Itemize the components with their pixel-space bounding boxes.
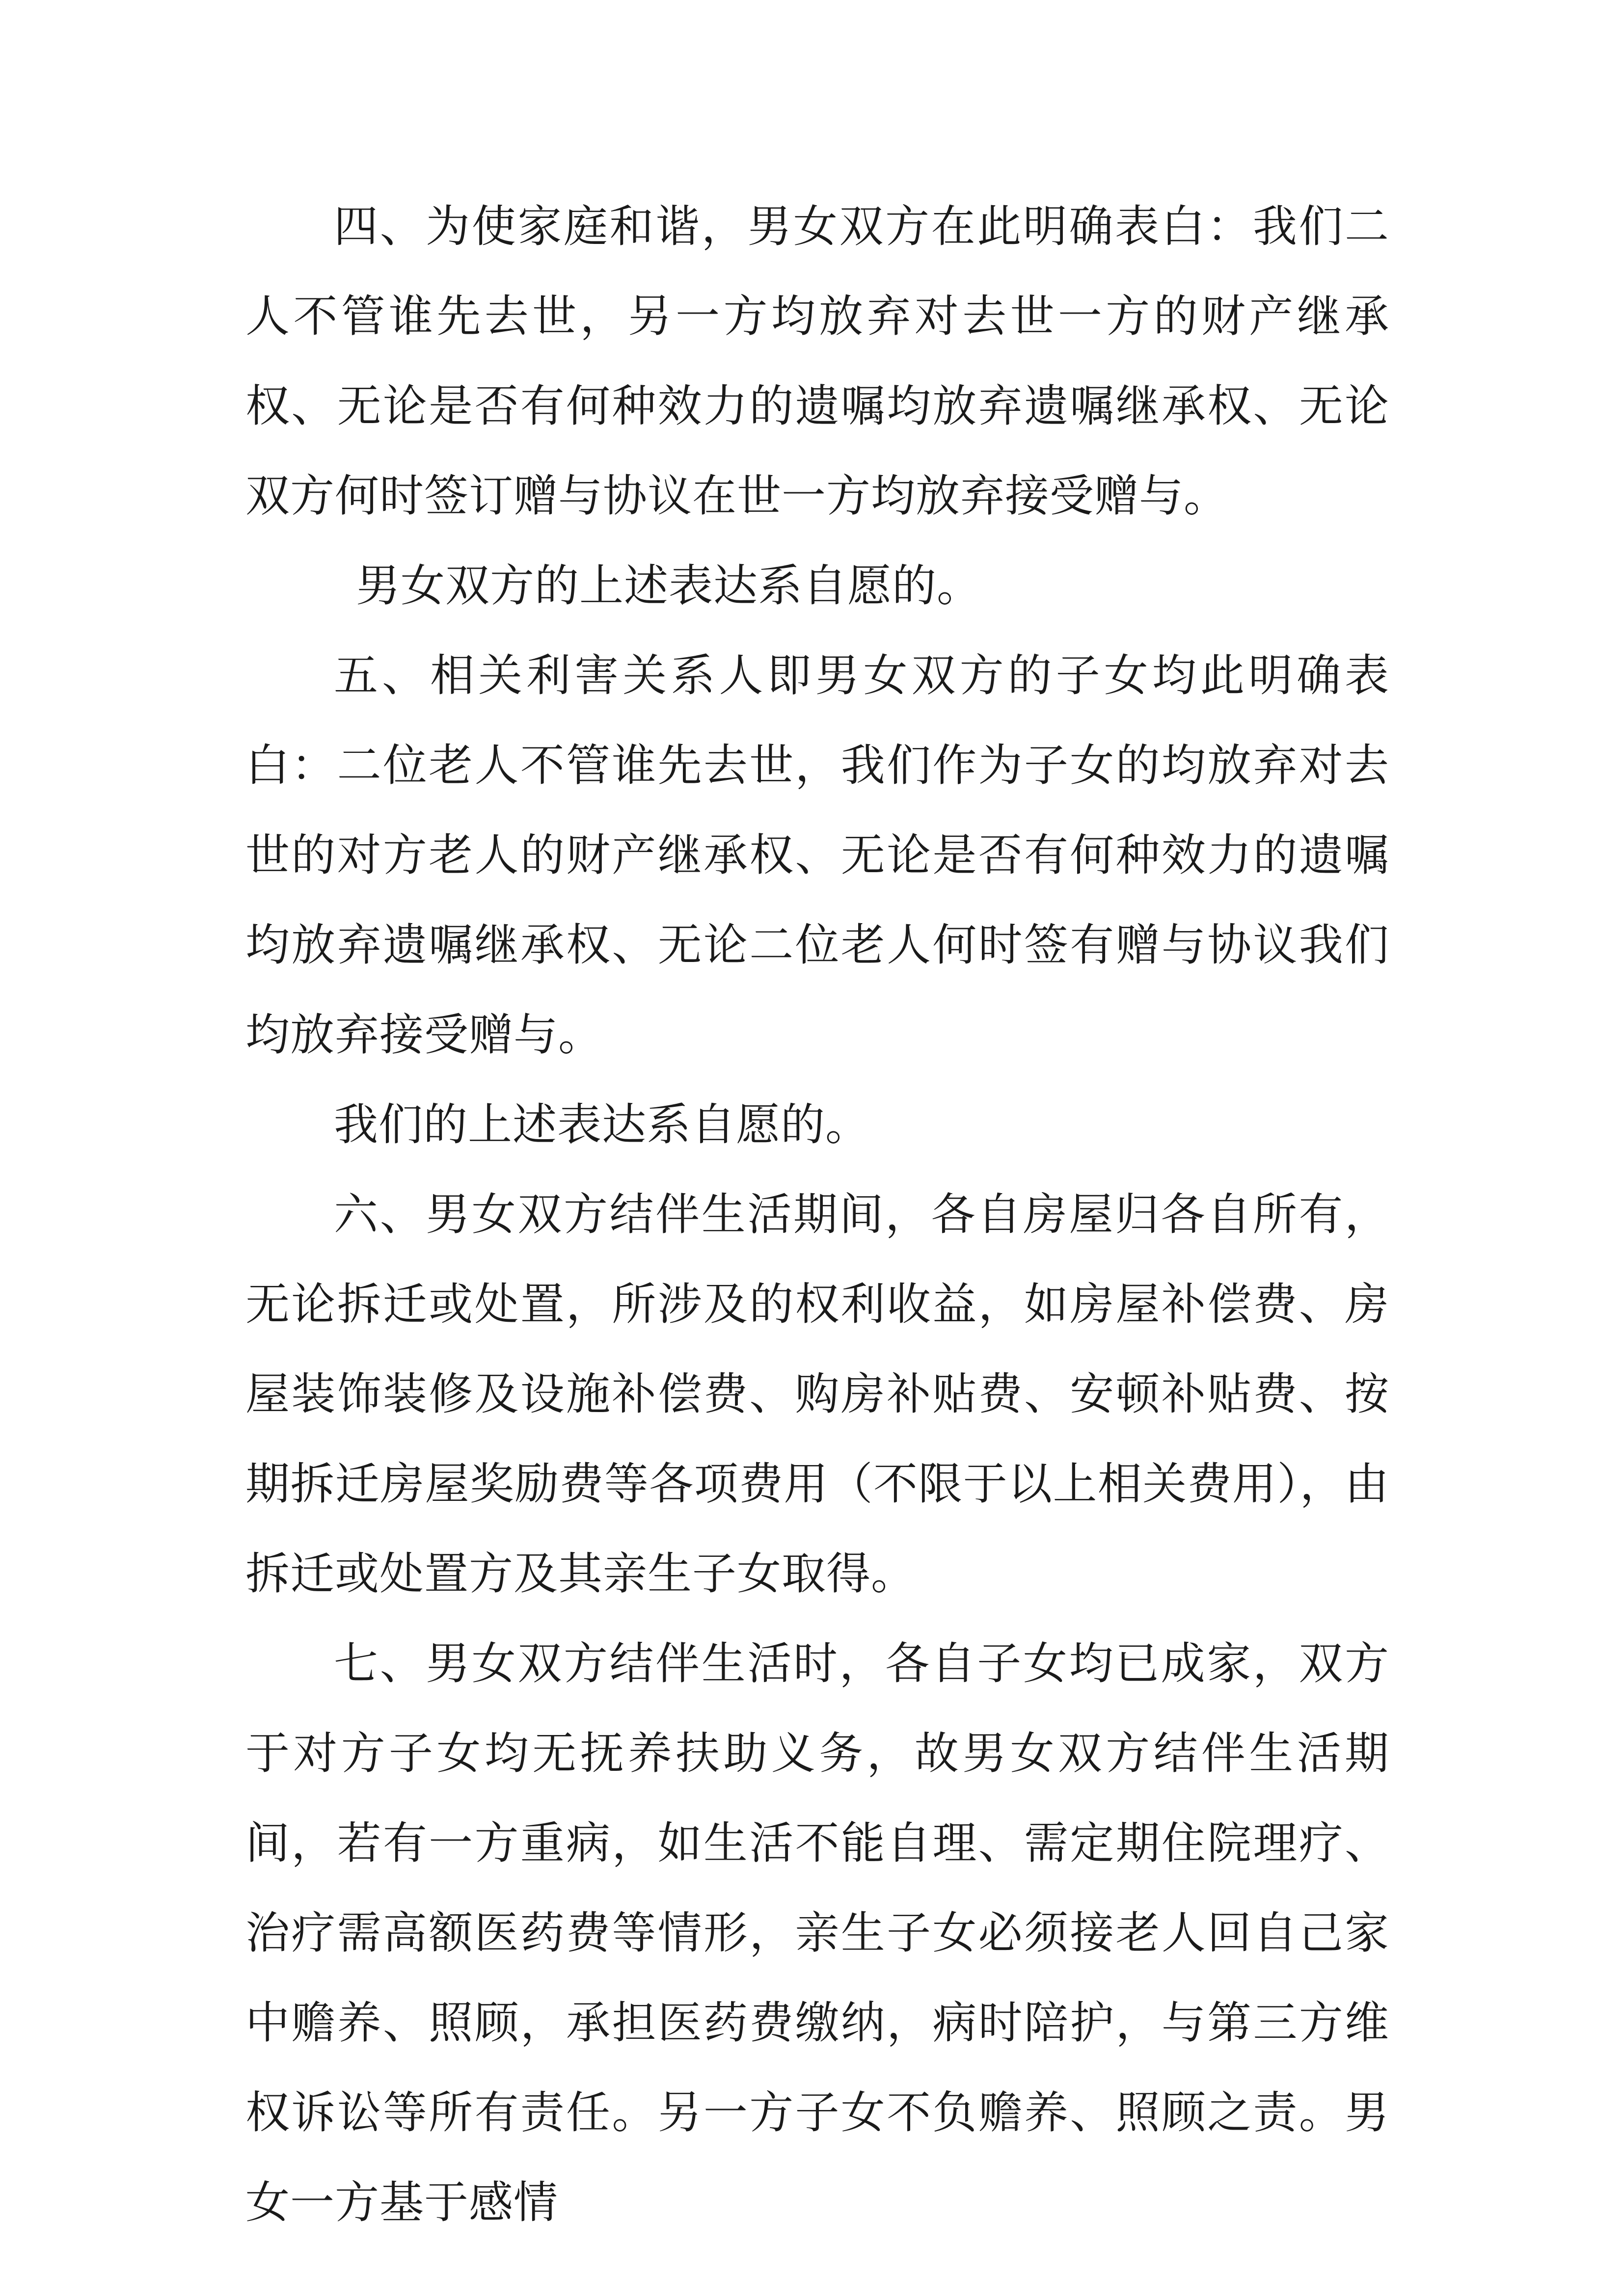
paragraph-voluntary-statement-1: 男女双方的上述表达系自愿的。 [356, 560, 981, 612]
paragraph-clause-7: 七、男女双方结伴生活时，各自子女均已成家，双方于对方子女均无抚养扶助义务，故男女双方结伴生活期间，若有一方重病，如生活不能自理、需定期住院理疗、治疗需高额医药费等情形，亲生子女必须接老人回自己家中赡养、照顾，承担医药费缴纳，病时陪护，与第三方维权诉讼等所有责任。另一方子女不负赡养、照顾之责。男女一方基于感情 [245, 1638, 1389, 2228]
document-body [245, 182, 1389, 2247]
paragraph-clause-6: 六、男女双方结伴生活期间，各自房屋归各自所有，无论拆迁或处置，所涉及的权利收益，如房屋补偿费、房屋装饰装修及设施补偿费、购房补贴费、安顿补贴费、按期拆迁房屋奖励费等各项费用（不限于以上相关费用），由拆迁或处置方及其亲生子女取得。 [245, 1189, 1389, 1600]
paragraph-voluntary-statement-2: 我们的上述表达系自愿的。 [334, 1099, 870, 1150]
paragraph-clause-5: 五、相关利害关系人即男女双方的子女均此明确表白：二位老人不管谁先去世，我们作为子女的均放弃对去世的对方老人的财产继承权、无论是否有何种效力的遗嘱均放弃遗嘱继承权、无论二位老人何时签有赠与协议我们均放弃接受赠与。 [245, 650, 1389, 1061]
paragraph-clause-4: 四、为使家庭和谐，男女双方在此明确表白：我们二人不管谁先去世，另一方均放弃对去世一方的财产继承权、无论是否有何种效力的遗嘱均放弃遗嘱继承权、无论双方何时签订赠与协议在世一方均放弃接受赠与。 [245, 201, 1389, 522]
